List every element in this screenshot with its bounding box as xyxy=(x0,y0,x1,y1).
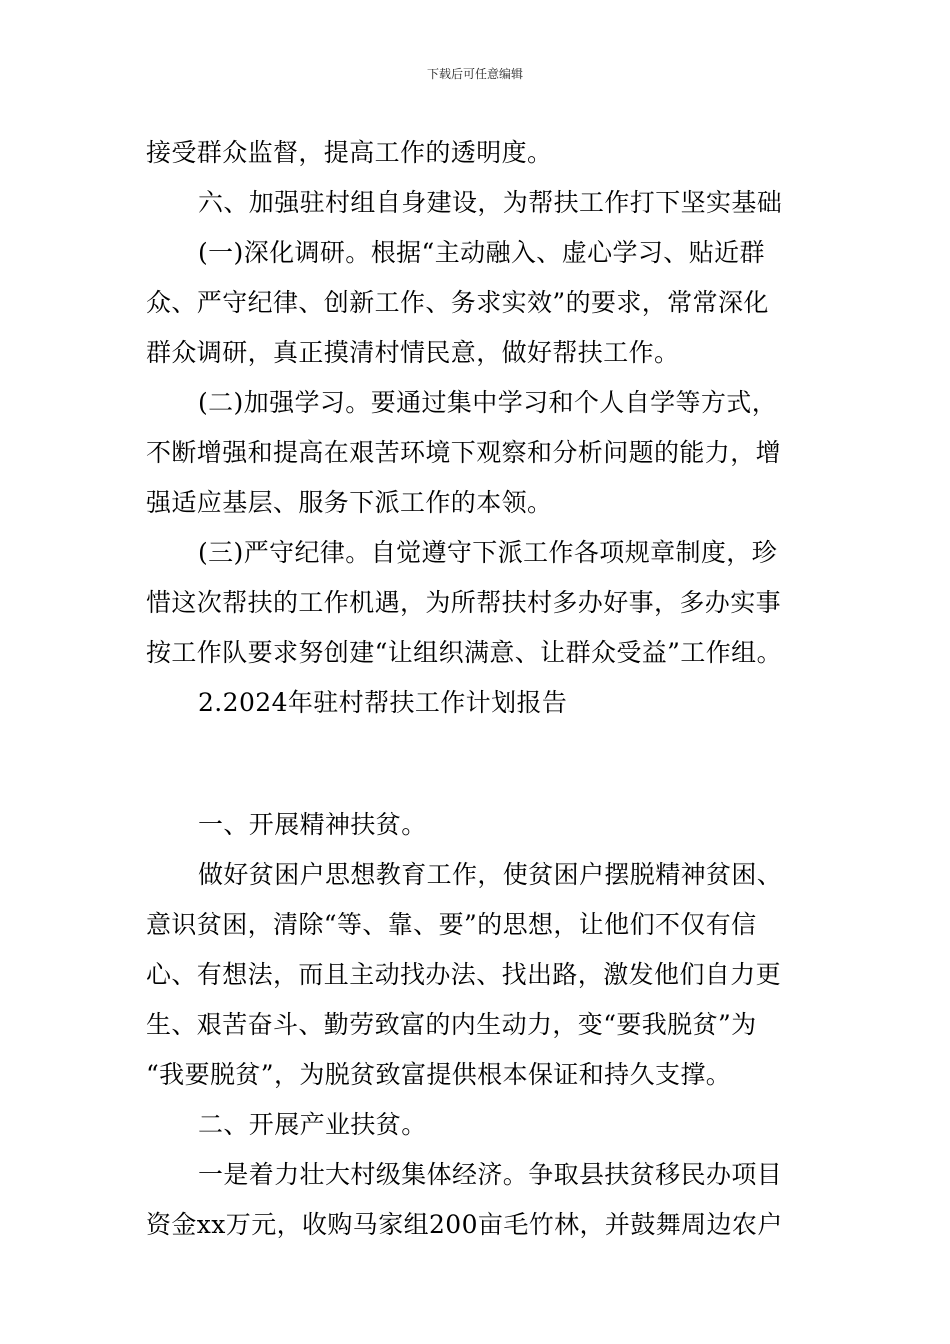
paragraph-line: 接受群众监督，提高工作的透明度。 xyxy=(146,138,553,167)
paragraph-line: (三)严守纪律。自觉遵守下派工作各项规章制度，珍 xyxy=(198,538,778,567)
paragraph-line: 按工作队要求努创建“让组织满意、让群众受益”工作组。 xyxy=(146,638,782,667)
paragraph-line: 资金xx万元，收购马家组200亩毛竹林，并鼓舞周边农户 xyxy=(146,1210,783,1239)
paragraph-line: (一)深化调研。根据“主动融入、虚心学习、贴近群 xyxy=(198,238,765,267)
document-body xyxy=(146,128,808,1250)
section-heading: 二、开展产业扶贫。 xyxy=(198,1110,427,1139)
paragraph-line: (二)加强学习。要通过集中学习和个人自学等方式， xyxy=(198,388,778,417)
paragraph-line: 众、严守纪律、创新工作、务求实效”的要求，常常深化 xyxy=(146,288,769,317)
paragraph-line: 不断增强和提高在艰苦环境下观察和分析问题的能力，增 xyxy=(146,438,782,467)
paragraph-line: 群众调研，真正摸清村情民意，做好帮扶工作。 xyxy=(146,338,680,367)
paragraph-line: 意识贫困，清除“等、靠、要”的思想，让他们不仅有信 xyxy=(146,910,757,939)
blank-spacer xyxy=(146,778,808,800)
paragraph-line: 一是着力壮大村级集体经济。争取县扶贫移民办项目 xyxy=(198,1160,783,1189)
page-header-note: 下载后可任意编辑 xyxy=(426,67,523,81)
section-heading: 一、开展精神扶贫。 xyxy=(198,810,427,839)
document-title: 2.2024年驻村帮扶工作计划报告 xyxy=(198,688,568,717)
paragraph-line: 惜这次帮扶的工作机遇，为所帮扶村多办好事，多办实事 xyxy=(146,588,782,617)
paragraph-line: 做好贫困户思想教育工作，使贫困户摆脱精神贫困、 xyxy=(198,860,783,889)
paragraph-line: 生、艰苦奋斗、勤劳致富的内生动力，变“要我脱贫”为 xyxy=(146,1010,757,1039)
paragraph-line: “我要脱贫”，为脱贫致富提供根本保证和持久支撑。 xyxy=(146,1060,732,1089)
section-heading: 六、加强驻村组自身建设，为帮扶工作打下坚实基础 xyxy=(198,188,783,217)
paragraph-line: 心、有想法，而且主动找办法、找出路，激发他们自力更 xyxy=(146,960,782,989)
paragraph-line: 强适应基层、服务下派工作的本领。 xyxy=(146,488,553,517)
blank-spacer xyxy=(146,728,808,778)
